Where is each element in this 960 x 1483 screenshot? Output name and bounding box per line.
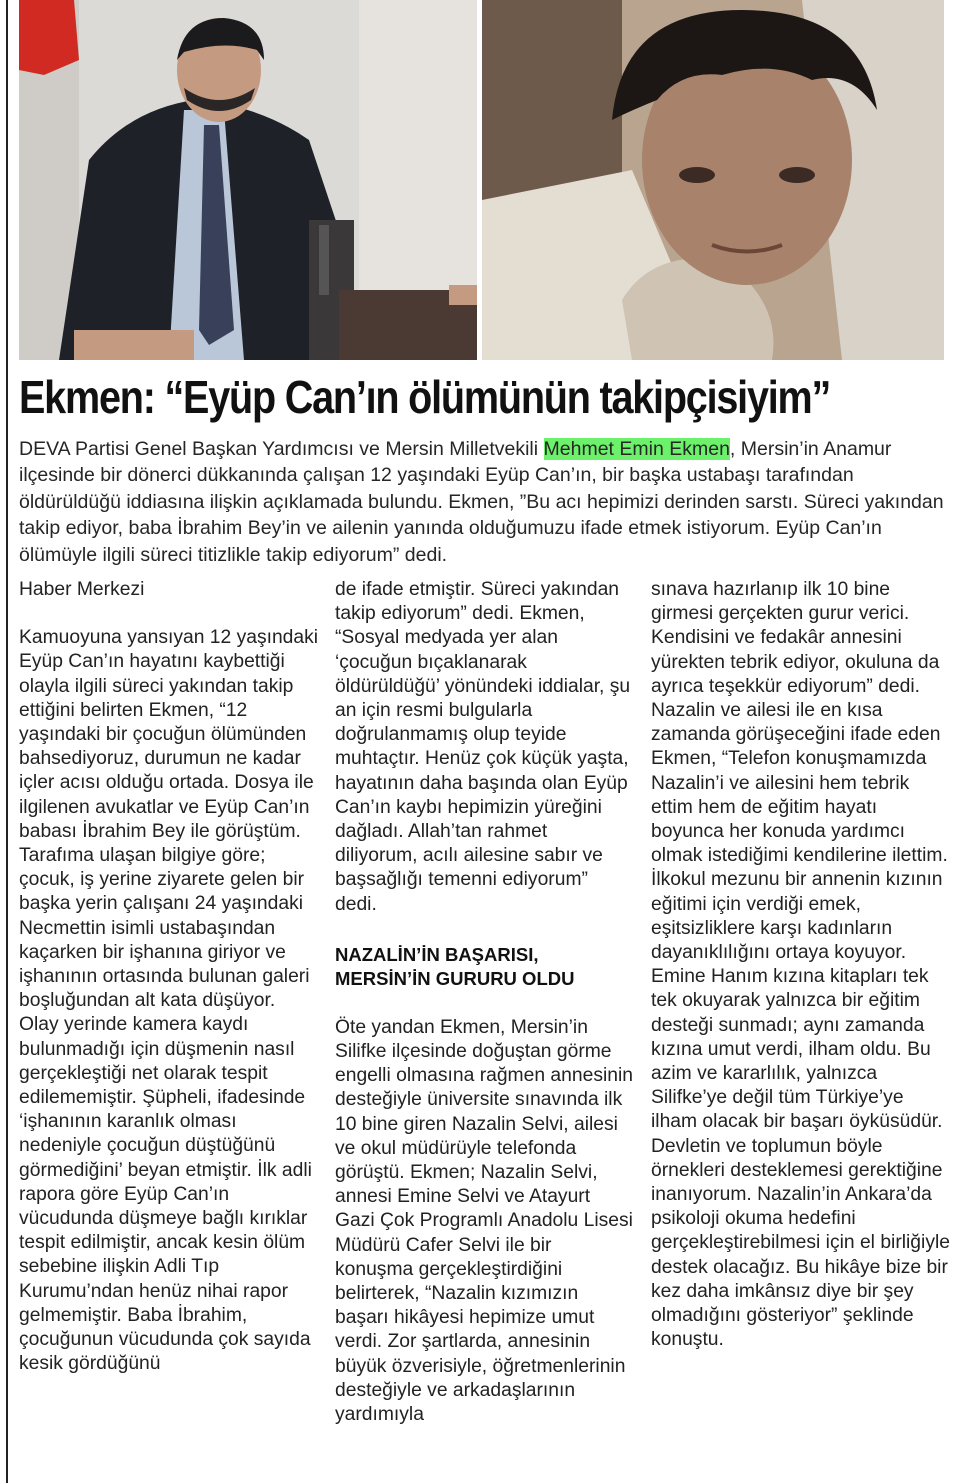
column-2-text: de ifade etmiştir. Süreci yakından takip ediyorum” dedi. Ekmen, “Sosyal medyada yer alan ‘çocuğun bıçaklanarak öldürüldüğü’ yönündeki iddialar, şu an için resmi bulgularla doğrulanmamış olup teyide muhtaçtır. Henüz çok küçük yaşta, hayatının daha başında olan Eyüp Can’ın kaybı hepimizin yüreğini dağladı. Allah’tan rahmet diliyorum, acılı ailesine sabır ve başsağlığı temenni ediyorum” dedi. (335, 579, 631, 915)
lead-text-end: , Mersin’in Anamur ilçesinde bir dönerci dükkanında çalışan 12 yaşındaki Eyüp Can’ın, bir başka ustabaşı tarafından öldürüldüğü iddiasına ilişkin açıklamada bulundu. Ekmen, ”Bu acı hepimizi derinden sarstı. Süreci yakından takip ediyor, baba İbrahim Bey’in ve ailenin yanında olduğumuzu ifade etmek istiyorum. Eyüp Can’ın ölümüyle ilgili süreci titizlikle takip ediyorum” dedi. (19, 438, 944, 566)
headline: Ekmen: “Eyüp Can’ın ölümünün takipçisiyim” (19, 371, 831, 423)
column-rule (6, 0, 8, 1483)
column-2-text-continued: Öte yandan Ekmen, Mersin’in Silifke ilçesinde doğuştan görme engelli olmasına rağmen annesinin desteğiyle üniversite sınavında ilk 10 bine giren Nazalin Selvi, ailesi ve okul müdürüyle telefonda görüştü. Ekmen; Nazalin Selvi, annesi Emine Selvi ve Atayurt Gazi Çok Programlı Anadolu Lisesi Müdürü Cafer Selvi ile bir konuşma gerçekleştirdiğini belirterek, “Nazalin kızımızın başarı hikâyesi hepimize umut verdi. Zor şartlarda, annesinin büyük özverisiyle, öğretmenlerinin desteğiyle ve arkadaşlarının yardımıyla (335, 1016, 633, 1426)
lead-paragraph (19, 436, 944, 568)
section-subhead: NAZALİN’İN BAŞARISI, MERSİN’İN GURURU OLDU (335, 943, 575, 990)
lead-text-start: DEVA Partisi Genel Başkan Yardımcısı ve Mersin Milletvekili (19, 438, 544, 460)
photo-strip (19, 0, 944, 360)
column-1-text: Kamuoyuna yansıyan 12 yaşındaki Eyüp Can’ın hayatını kaybettiği olayla ilgili süreci yakından takip ettiğini belirten Ekmen, “12 yaşındaki bir çocuğun ölümünden bahsediyoruz, durumun ne kadar içler acısı olduğu ortada. Dosya ile ilgilenen avukatlar ve Eyüp Can’ın babası İbrahim Bey ile görüştüm. Tarafıma ulaşan bilgiye göre; çocuk, iş yerine ziyarete gelen bir başka yerin çalışanı 24 yaşındaki Necmettin isimli ustabaşından kaçarken bir işhanına giriyor ve işhanının ortasında bulunan galeri boşluğundan alt kata düşüyor. Olay yerinde kamera kaydı bulunmadığı için düşmenin nasıl gerçekleştiği net olarak tespit edilememiştir. Şüpheli, ifadesinde ‘işhanının karanlık olması nedeniyle çocuğun düştüğünü görmediğini’ beyan etmiştir. İlk adli rapora göre Eyüp Can’ın vücudunda düşmeye bağlı kırıklar tespit edilmiştir, ancak kesin ölüm sebebine ilişkin Adli Tıp Kurumu’ndan henüz nihai rapor gelmemiştir. Baba İbrahim, çocuğunun vücudunda çok sayıda kesik gördüğünü (19, 627, 319, 1375)
politician-photo (19, 0, 477, 360)
boy-photo (482, 0, 944, 360)
column-3-text: sınava hazırlanıp ilk 10 bine girmesi gerçekten gurur verici. Kendisini ve fedakâr annesini yürekten tebrik ediyor, okuluna da ayrıca teşekkür ediyorum” dedi. Nazalin ve ailesi ile en kısa zamanda görüşeceğini ifade eden Ekmen, “Telefon konuşmamızda Nazalin’i ve ailesini hem tebrik ettim hem de eğitim hayatı boyunca her konuda yardımcı olmak istediğimi kendilerine ilettim. İlkokul mezunu bir annenin kızının eğitimi için verdiği emek, eşitsizliklere karşı kadınların dayanıklılığını ortaya koyuyor. Emine Hanım kızına kitapları tek tek okuyarak yalnızca bir eğitim desteği sunmadı; aynı zamanda kızına umut verdi, ilham oldu. Bu azim ve kararlılık, yalnızca Silifke’ye değil tüm Türkiye’ye ilham olacak bir başarı öyküsüdür. Devletin ve toplumun böyle örnekleri desteklemesi gerektiğine inanıyorum. Nazalin’in Ankara’da psikoloji okuma hedefini gerçekleştirebilmesi için el birliğiyle destek olacağız. Bu hikâye bize bir kez daha imkânsız diye bir şey olmadığını gösteriyor” şeklinde konuştu. (651, 579, 950, 1351)
byline: Haber Merkezi (19, 579, 145, 600)
highlighted-name: Mehmet Emin Ekmen (543, 438, 730, 460)
article-column-3 (651, 578, 951, 1353)
article-column-1 (19, 578, 319, 1377)
article-column-2 (335, 578, 635, 1427)
